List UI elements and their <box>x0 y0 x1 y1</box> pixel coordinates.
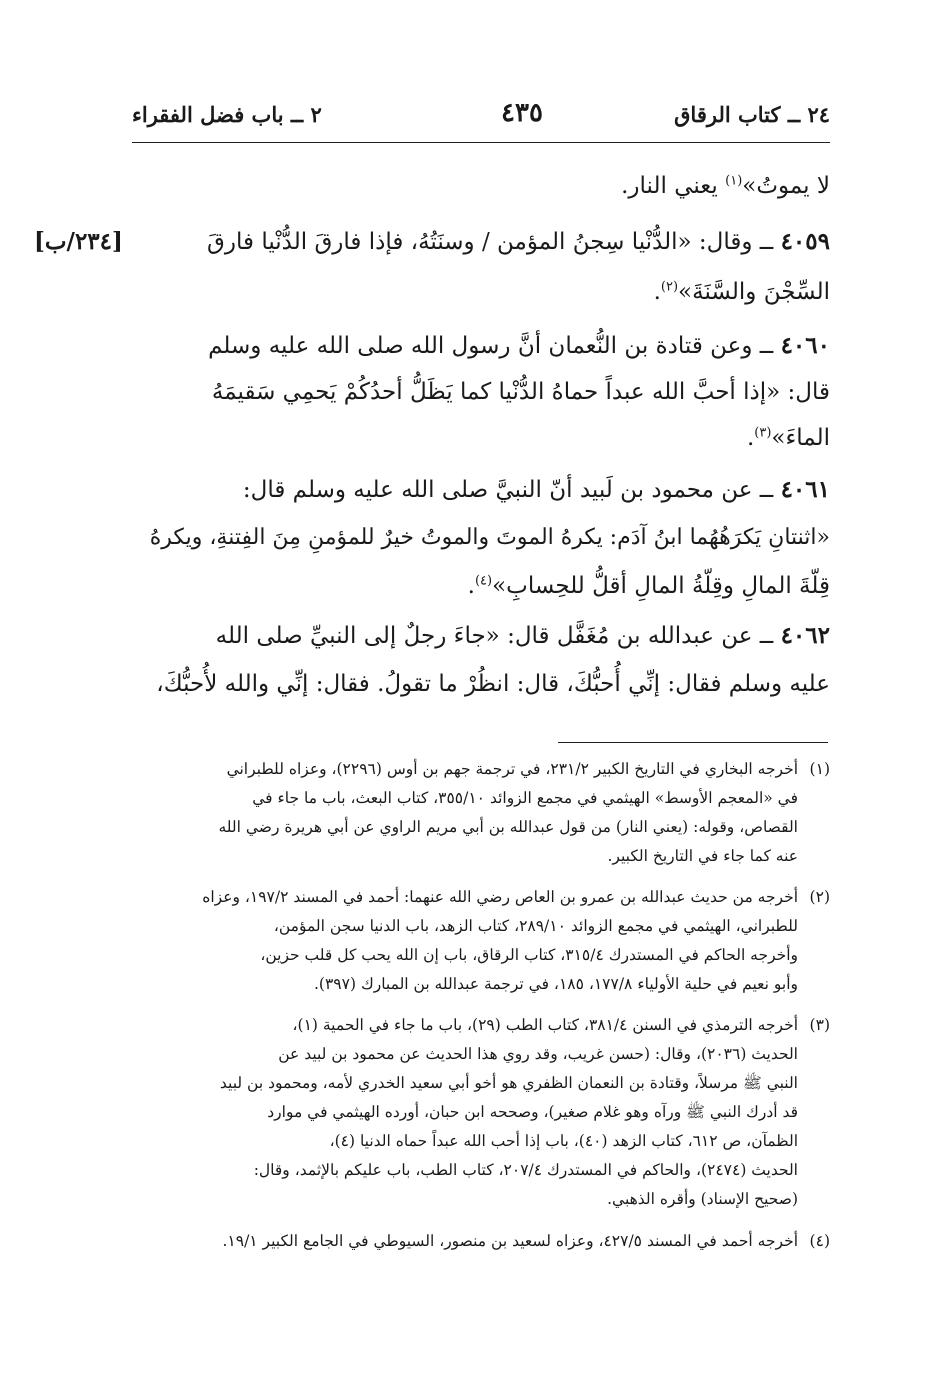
chapter-title: ٢٤ ــ كتاب الرقاق <box>674 102 830 127</box>
manuscript-ref: [٢٣٤/ب] <box>34 228 123 255</box>
footnote-marker-2: (٢) <box>809 888 830 906</box>
footnote-marker-1: (١) <box>809 760 830 778</box>
text-line: لا يموتُ»$^{(١)}$ يعني النار. <box>621 173 830 199</box>
hadith-number: ٤٠٥٩ <box>780 228 830 255</box>
text-line: قال: «إذا أحبَّ الله عبداً حماهُ الدُّنْيا كما يَظَلُّ أحدُكُمْ يَحمِي سَقيمَهُ <box>211 379 830 405</box>
page-number: ٤٣٥ <box>501 98 543 128</box>
text-line: قِلّةَ المالِ وقِلّةُ المالِ أقلُّ للحِسابِ»$^{(٤)}$. <box>467 573 830 599</box>
footnote-3-line: الحديث (٢٤٧٤)، والحاكم في المستدرك ٢٠٧/٤، كتاب الطب، باب عليكم بالإثمد، وقال: <box>253 1161 798 1179</box>
footnote-3-line: الظمآن، ص ٦١٢، كتاب الزهد (٤٠)، باب إذا أحب الله عبداً حماه الدنيا (٤)، <box>329 1132 798 1150</box>
footnote-3-line: أخرجه الترمذي في السنن ٣٨١/٤، كتاب الطب (٢٩)، باب ما جاء في الحمية (١)، <box>292 1016 798 1034</box>
section-title: ٢ ــ باب فضل الفقراء <box>132 102 322 127</box>
hadith-4062: ٤٠٦٢ ــ عن عبدالله بن مُغَفَّل قال: «جاءَ رجلٌ إلى النبيِّ صلى الله <box>215 622 830 649</box>
running-header <box>132 100 830 134</box>
hadith-4059: ٤٠٥٩ ــ وقال: «الدُّنْيا سِجنُ المؤمن / وسنَتُهُ، فإذا فارقَ الدُّنْيا فارقَ <box>207 228 830 255</box>
text-line: السِّجْنَ والسَّنَةَ»$^{(٢)}$. <box>653 279 830 305</box>
footnote-3-line: النبي ﷺ مرسلاً، وقتادة بن النعمان الظفري هو أخو أبي سعيد الخدري لأمه، ومحمود بن لبيد <box>219 1074 798 1092</box>
footnote-divider <box>558 742 828 743</box>
footnote-1-line: في «المعجم الأوسط» الهيثمي في مجمع الزوائد ٣٥٥/١٠، كتاب البعث، باب ما جاء في <box>252 789 798 807</box>
footnote-1-line: القصاص، وقوله: (يعني النار) من قول عبدالله بن أبي مريم الراوي عن أبي هريرة رضي الله <box>218 818 798 836</box>
hadith-number: ٤٠٦٢ <box>780 622 830 649</box>
text-line: «اثنتانِ يَكرَهُهُما ابنُ آدَم: يكرهُ الموتَ والموتُ خيرٌ للمؤمنِ مِنَ الفِتنةِ، ويكرهُ <box>149 525 830 550</box>
footnote-1-line: أخرجه البخاري في التاريخ الكبير ٢٣١/٢، في ترجمة جهم بن أوس (٢٢٩٦)، وعزاه للطبراني <box>226 760 798 778</box>
footnote-ref-1[interactable]: (١) <box>725 173 743 189</box>
hadith-number: ٤٠٦٠ <box>780 332 830 359</box>
text-line: الماءَ»$^{(٣)}$. <box>746 425 830 451</box>
text-line: عليه وسلم فقال: إنِّي أُحبُّكَ، قال: انظُرْ ما تقولُ. فقال: إنِّي والله لأُحبُّكَ، <box>156 671 830 697</box>
footnote-ref-4[interactable]: (٤) <box>474 573 493 589</box>
footnote-2-line: أخرجه من حديث عبدالله بن عمرو بن العاص رضي الله عنهما: أحمد في المسند ١٩٧/٢، وعزاه <box>202 888 798 906</box>
footnote-2-line: وأخرجه الحاكم في المستدرك ٣١٥/٤، كتاب الرقاق، باب إن الله يحب كل قلب حزين، <box>260 946 798 964</box>
footnote-1-line: عنه كما جاء في التاريخ الكبير. <box>607 847 798 865</box>
footnote-4-line: أخرجه أحمد في المسند ٤٢٧/٥، وعزاه لسعيد بن منصور، السيوطي في الجامع الكبير ١٩/١. <box>222 1232 798 1250</box>
hadith-number: ٤٠٦١ <box>780 476 830 503</box>
footnote-marker-3: (٣) <box>809 1016 830 1034</box>
hadith-4061: ٤٠٦١ ــ عن محمود بن لَبيد أنّ النبيَّ صلى الله عليه وسلم قال: <box>242 476 830 503</box>
footnote-ref-2[interactable]: (٢) <box>660 279 679 295</box>
footnote-2-line: وأبو نعيم في حلية الأولياء ١٧٧/٨، ١٨٥، في ترجمة عبدالله بن المبارك (٣٩٧). <box>314 975 798 993</box>
footnote-marker-4: (٤) <box>809 1232 830 1250</box>
footnote-3-line: (صحيح الإسناد) وأقره الذهبي. <box>607 1190 798 1208</box>
footnote-ref-3[interactable]: (٣) <box>754 425 772 441</box>
footnote-2-line: للطبراني، الهيثمي في مجمع الزوائد ٢٨٩/١٠، كتاب الزهد، باب الدنيا سجن المؤمن، <box>273 917 798 935</box>
footnote-3-line: الحديث (٢٠٣٦)، وقال: (حسن غريب، وقد روي هذا الحديث عن محمود بن لبيد عن <box>278 1045 798 1063</box>
footnote-3-line: قد أدرك النبي ﷺ ورآه وهو غلام صغير)، وصححه ابن حبان، أورده الهيثمي في موارد <box>267 1103 798 1121</box>
hadith-4060: ٤٠٦٠ ــ وعن قتادة بن النُّعمان أنَّ رسول الله صلى الله عليه وسلم <box>208 332 830 359</box>
header-divider <box>132 142 830 143</box>
